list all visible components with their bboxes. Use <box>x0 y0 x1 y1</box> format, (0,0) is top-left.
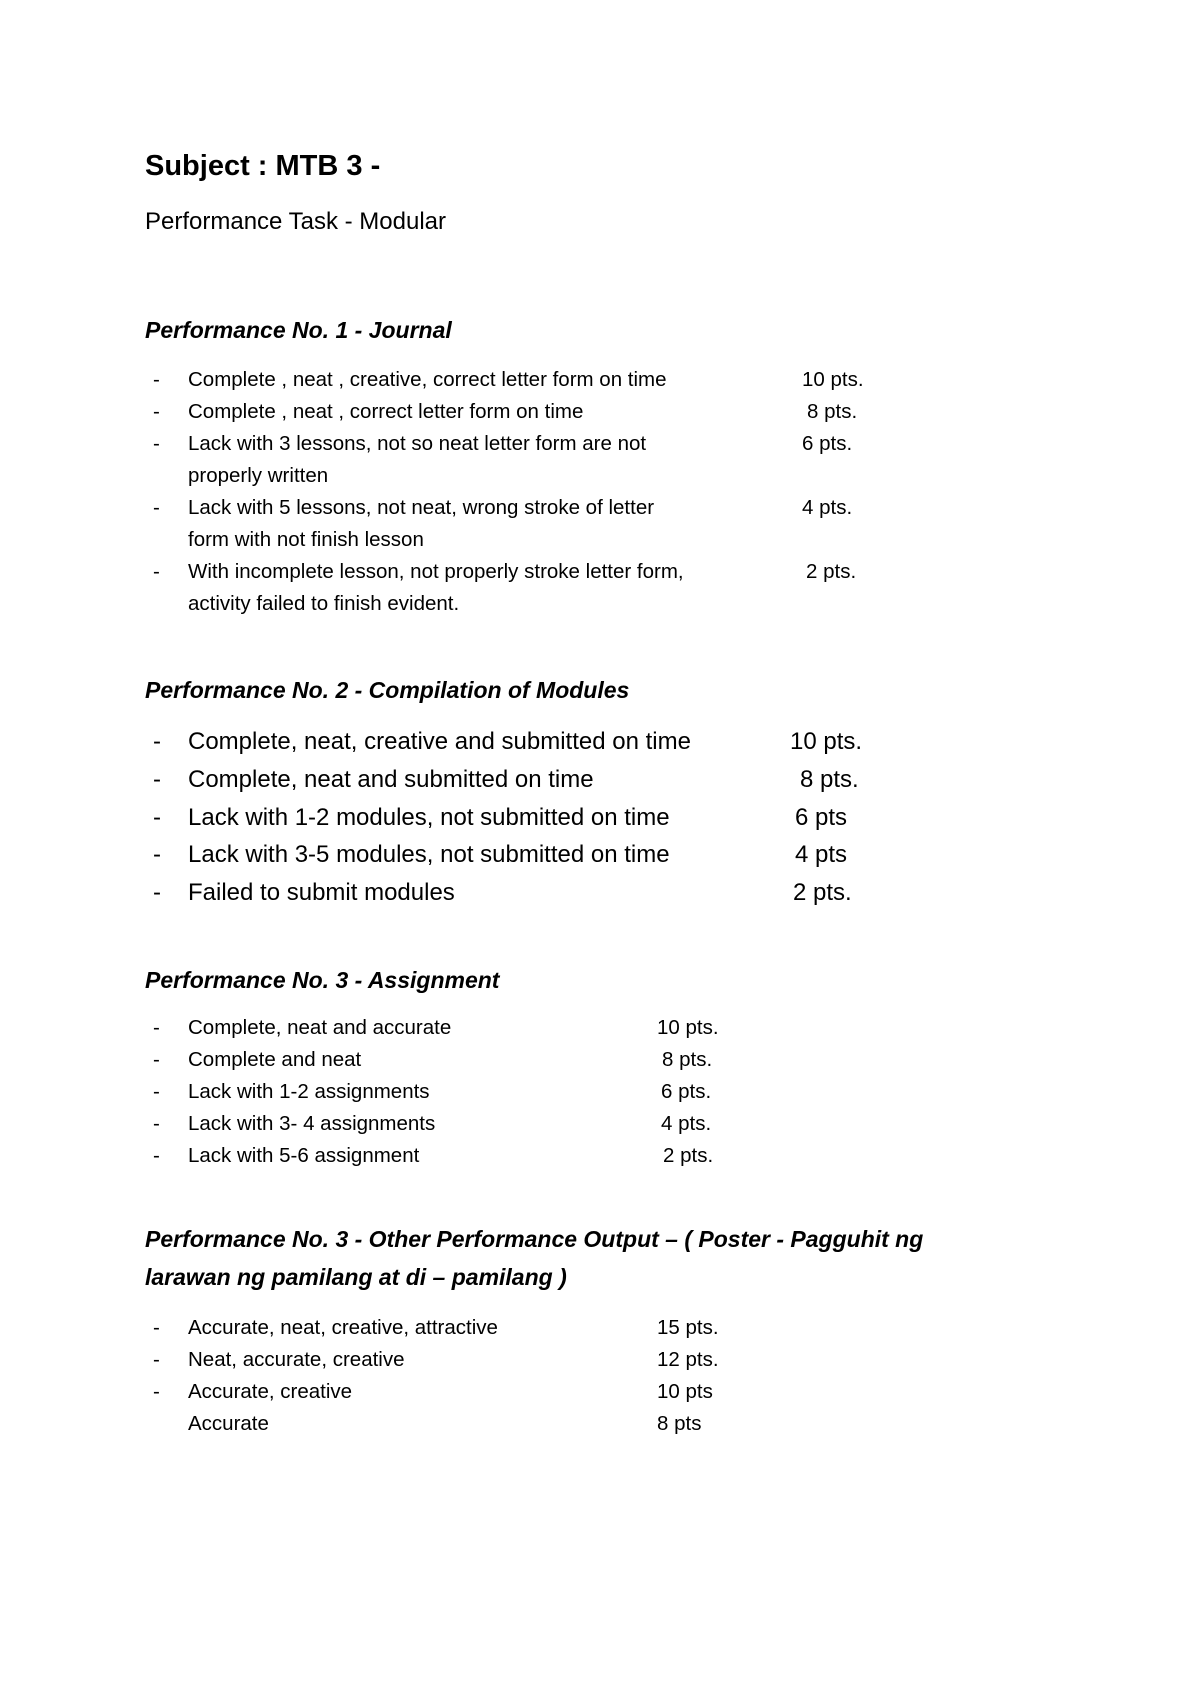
points-value: 4 pts. <box>802 496 853 519</box>
list-dash: - <box>153 1144 160 1167</box>
criteria-text: Lack with 5 lessons, not neat, wrong stroke of letter <box>188 496 655 519</box>
criteria-text: Lack with 3- 4 assignments <box>188 1112 436 1135</box>
list-dash: - <box>153 841 161 868</box>
list-dash: - <box>153 766 161 793</box>
points-value: 6 pts. <box>802 432 853 455</box>
criteria-text: Complete, neat and submitted on time <box>188 766 594 793</box>
points-value: 8 pts. <box>662 1048 713 1071</box>
list-dash: - <box>153 400 160 423</box>
criteria-text: Failed to submit modules <box>188 879 455 906</box>
list-dash: - <box>153 879 161 906</box>
document-subtitle: Performance Task - Modular <box>145 208 447 235</box>
criteria-text: Complete , neat , correct letter form on time <box>188 400 584 423</box>
points-value: 6 pts <box>795 804 848 831</box>
points-value: 8 pts <box>657 1412 702 1435</box>
criteria-text: Neat, accurate, creative <box>188 1348 405 1371</box>
criteria-text-continued: activity failed to finish evident. <box>188 592 460 615</box>
points-value: 2 pts. <box>663 1144 714 1167</box>
list-dash: - <box>153 1080 160 1103</box>
criteria-text: Accurate <box>188 1412 269 1435</box>
section-heading: Performance No. 2 - Compilation of Modules <box>145 677 630 703</box>
section-heading: Performance No. 3 - Assignment <box>145 967 500 993</box>
points-value: 10 pts <box>657 1380 713 1403</box>
list-dash: - <box>153 728 161 755</box>
list-dash: - <box>153 560 160 583</box>
list-dash: - <box>153 1316 160 1339</box>
criteria-text-continued: properly written <box>188 464 329 487</box>
criteria-text: Lack with 1-2 modules, not submitted on time <box>188 804 670 831</box>
points-value: 10 pts. <box>790 728 863 755</box>
list-dash: - <box>153 804 161 831</box>
criteria-text: Lack with 3-5 modules, not submitted on time <box>188 841 670 868</box>
list-dash: - <box>153 496 160 519</box>
points-value: 6 pts. <box>661 1080 712 1103</box>
list-dash: - <box>153 1016 160 1039</box>
criteria-text: Lack with 5-6 assignment <box>188 1144 420 1167</box>
points-value: 2 pts. <box>793 879 852 906</box>
list-dash: - <box>153 1048 160 1071</box>
criteria-text: Complete, neat, creative and submitted on time <box>188 728 691 755</box>
criteria-text-continued: form with not finish lesson <box>188 528 424 551</box>
points-value: 10 pts. <box>657 1016 719 1039</box>
criteria-text: Complete and neat <box>188 1048 362 1071</box>
list-dash: - <box>153 1112 160 1135</box>
criteria-text: Accurate, creative <box>188 1380 353 1403</box>
points-value: 15 pts. <box>657 1316 719 1339</box>
criteria-text: With incomplete lesson, not properly stroke letter form, <box>188 560 684 583</box>
subject-title: Subject : MTB 3 - <box>145 150 381 182</box>
section-heading: Performance No. 3 - Other Performance Output – ( Poster - Pagguhit ng <box>145 1226 924 1252</box>
criteria-text: Lack with 1-2 assignments <box>188 1080 430 1103</box>
list-dash: - <box>153 1380 160 1403</box>
list-dash: - <box>153 368 160 391</box>
points-value: 4 pts <box>795 841 848 868</box>
criteria-text: Lack with 3 lessons, not so neat letter form are not <box>188 432 647 455</box>
section-heading: Performance No. 1 - Journal <box>145 317 452 343</box>
list-dash: - <box>153 432 160 455</box>
criteria-text: Accurate, neat, creative, attractive <box>188 1316 498 1339</box>
criteria-text: Complete, neat and accurate <box>188 1016 452 1039</box>
points-value: 8 pts. <box>807 400 858 423</box>
criteria-text: Complete , neat , creative, correct letter form on time <box>188 368 667 391</box>
points-value: 12 pts. <box>657 1348 719 1371</box>
list-dash: - <box>153 1348 160 1371</box>
points-value: 10 pts. <box>802 368 864 391</box>
points-value: 4 pts. <box>661 1112 712 1135</box>
points-value: 2 pts. <box>806 560 857 583</box>
points-value: 8 pts. <box>800 766 859 793</box>
section-heading-continued: larawan ng pamilang at di – pamilang ) <box>145 1264 567 1290</box>
